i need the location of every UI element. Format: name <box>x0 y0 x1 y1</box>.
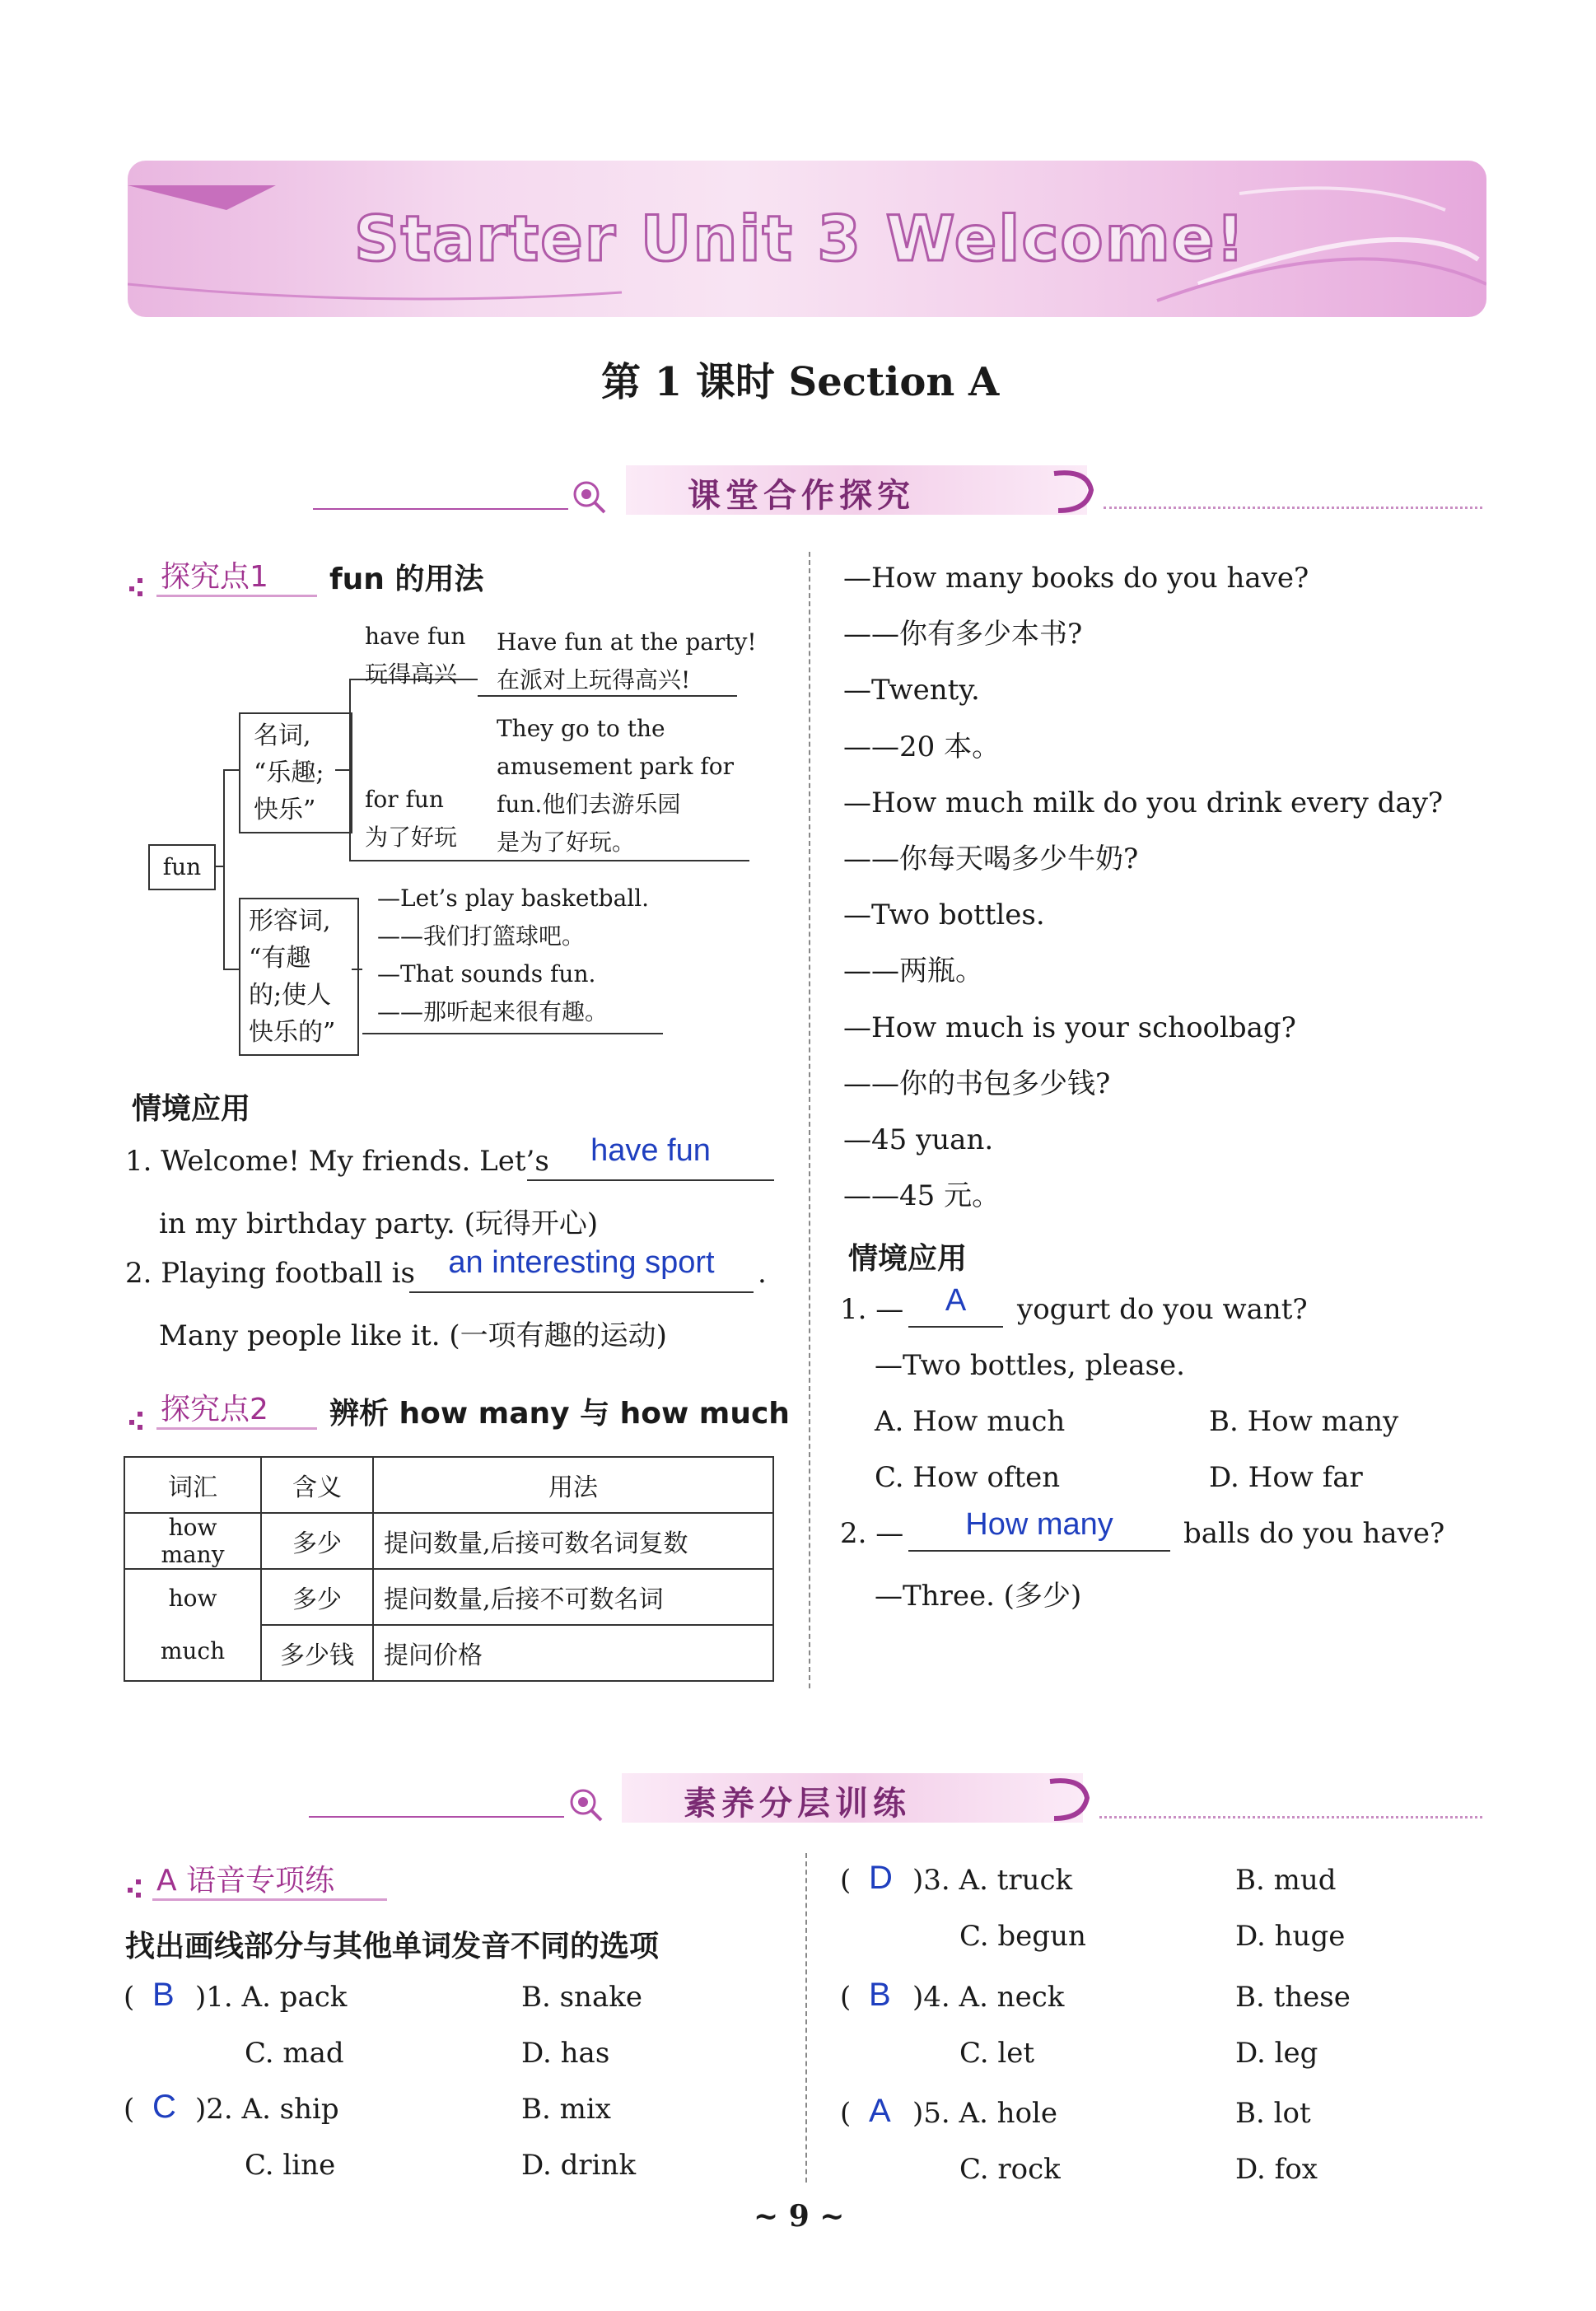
section-rule-left <box>309 1816 564 1818</box>
for-fun-example-1: They go to the <box>497 715 665 742</box>
app1-q2-continuation: Many people like it. (一项有趣的运动) <box>159 1319 667 1352</box>
adj-line-4: 快乐的” <box>249 1018 336 1047</box>
section-title-coop: 课堂合作探究 <box>688 477 915 515</box>
q4-option-b: B. these <box>1235 1981 1351 2014</box>
adj-example-1: —Let’s play basketball. <box>377 885 650 912</box>
table-cell: 提问数量,后接可数名词复数 <box>373 1513 773 1569</box>
app1-q1-continuation: in my birthday party. (玩得开心) <box>159 1207 599 1240</box>
adjective-box <box>239 898 359 1056</box>
q1-answer[interactable]: B <box>152 1977 175 2013</box>
q4-option-a: )4. A. neck <box>912 1981 1065 2014</box>
q5-option-c: C. rock <box>959 2153 1061 2186</box>
q3-option-c: C. begun <box>959 1920 1086 1953</box>
q3-open-paren: ( <box>840 1864 852 1897</box>
adj-example-2: ——我们打篮球吧。 <box>377 922 586 950</box>
q3-option-b: B. mud <box>1235 1864 1337 1897</box>
how-many-much-table <box>124 1456 774 1682</box>
for-fun-example-2: amusement park for <box>497 753 734 780</box>
dialogue-line: ——20 本。 <box>843 730 1001 763</box>
arrow-swirl-icon <box>1050 465 1099 515</box>
adj-line-2: “有趣 <box>249 944 311 973</box>
q2-option-c: C. line <box>245 2149 336 2182</box>
q3-answer[interactable]: D <box>869 1860 893 1896</box>
q5-option-a: )5. A. hole <box>912 2097 1058 2130</box>
section-rule-left <box>313 508 568 510</box>
q1-open-paren: ( <box>124 1981 135 2014</box>
app2-heading: 情境应用 <box>848 1242 968 1276</box>
section-dotline <box>1099 1816 1482 1818</box>
dialogue-line: ——你有多少本书? <box>843 618 1083 651</box>
app1-q1-answer[interactable]: have fun <box>527 1133 774 1181</box>
app2-option-a[interactable]: A. How much <box>875 1405 1066 1438</box>
adj-example-4: ——那听起来很有趣。 <box>377 998 609 1025</box>
app2-q2-text: balls do you have? <box>1183 1517 1445 1550</box>
q4-option-d: D. leg <box>1235 2037 1318 2070</box>
app2-q2-prefix: 2. — <box>840 1517 904 1550</box>
magnifier-icon <box>568 476 609 517</box>
how-much-line-2: much <box>160 1637 226 1664</box>
dialogue-line: ——你每天喝多少牛奶? <box>843 843 1139 876</box>
dialogue-line: ——45 元。 <box>843 1179 1001 1213</box>
dialogue-examples <box>843 550 1443 1224</box>
noun-line-3: 快乐” <box>254 796 316 824</box>
for-fun-example-3: fun.他们去游乐园 <box>497 791 681 818</box>
for-fun-en: for fun <box>365 786 444 813</box>
point-marker-icon <box>128 568 152 601</box>
app2-q1-reply: —Two bottles, please. <box>875 1349 1185 1382</box>
q4-answer[interactable]: B <box>869 1977 891 2013</box>
dialogue-line: —Twenty. <box>843 674 980 707</box>
q5-open-paren: ( <box>840 2097 852 2130</box>
table-cell: how many <box>124 1513 261 1569</box>
page-number: ~ 9 ~ <box>754 2199 845 2234</box>
unit-title: Starter Unit 3 Welcome! <box>354 202 1247 275</box>
section-dotline <box>1104 507 1482 509</box>
table-header-row <box>124 1457 773 1513</box>
adj-example-3: —That sounds fun. <box>377 960 596 987</box>
q4-open-paren: ( <box>840 1981 852 2014</box>
how-much-line-1: how <box>168 1585 217 1612</box>
point-marker-icon <box>128 1402 152 1435</box>
app2-q1-answer[interactable]: A <box>908 1283 1003 1328</box>
for-fun-phrase <box>365 781 457 857</box>
app2-q2-answer[interactable]: How many <box>908 1507 1170 1552</box>
part-a-tag-underline <box>152 1898 387 1901</box>
table-header-cell: 含义 <box>261 1457 373 1513</box>
q1-option-c: C. mad <box>245 2037 344 2070</box>
app2-q1-prefix: 1. — <box>840 1293 904 1326</box>
q3-option-d: D. huge <box>1235 1920 1346 1953</box>
for-fun-example-4: 是为了好玩。 <box>497 829 636 856</box>
noun-line-1: 名词, <box>254 721 311 750</box>
app1-q1-text: 1. Welcome! My friends. Let’s <box>125 1145 549 1178</box>
q1-option-b: B. snake <box>521 1981 642 2014</box>
have-fun-example-en: Have fun at the party! <box>497 628 757 656</box>
q2-answer[interactable]: C <box>152 2089 176 2125</box>
app2-q1-text: yogurt do you want? <box>1017 1293 1308 1326</box>
dialogue-line: ——你的书包多少钱? <box>843 1067 1111 1100</box>
dialogue-line: —How much milk do you drink every day? <box>843 786 1444 819</box>
table-header-cell: 用法 <box>373 1457 773 1513</box>
table-cell: 多少 <box>261 1513 373 1569</box>
q2-option-a: )2. A. ship <box>195 2093 339 2126</box>
adj-line-3: 的;使人 <box>249 981 332 1010</box>
table-cell-how-much <box>124 1569 261 1681</box>
part-a-tag: A 语音专项练 <box>156 1864 335 1898</box>
q5-option-b: B. lot <box>1235 2097 1311 2130</box>
dialogue-line: —Two bottles. <box>843 899 1045 932</box>
table-cell: 提问数量,后接不可数名词 <box>373 1569 773 1625</box>
for-fun-example <box>497 710 734 861</box>
table-row <box>124 1513 773 1569</box>
q2-open-paren: ( <box>124 2093 135 2126</box>
q5-answer[interactable]: A <box>869 2093 891 2129</box>
table-cell: 多少钱 <box>261 1625 373 1681</box>
app2-option-c[interactable]: C. How often <box>875 1461 1061 1494</box>
noun-line-2: “乐趣; <box>254 759 324 787</box>
point2-heading: 辨析 how many 与 how much <box>329 1397 790 1431</box>
app1-q2-text: 2. Playing football is <box>125 1257 415 1290</box>
magnifier-icon <box>565 1784 606 1825</box>
for-fun-zh: 为了好玩 <box>365 824 458 851</box>
point1-tag: 探究点1 <box>161 560 268 594</box>
table-cell: 多少 <box>261 1569 373 1625</box>
fun-root-box: fun <box>148 844 216 890</box>
have-fun-example <box>497 623 757 699</box>
app2-option-d[interactable]: D. How far <box>1209 1461 1363 1494</box>
column-divider <box>805 1853 807 2183</box>
lesson-title: 第 1 课时 Section A <box>601 359 1000 405</box>
point1-tag-underline <box>156 595 317 597</box>
app2-q2-reply: —Three. (多少) <box>875 1580 1082 1613</box>
have-fun-en: have fun <box>365 623 466 650</box>
have-fun-zh: 玩得高兴 <box>365 661 458 688</box>
q5-option-d: D. fox <box>1235 2153 1318 2186</box>
dialogue-line: —How many books do you have? <box>843 562 1309 595</box>
have-fun-example-zh: 在派对上玩得高兴! <box>497 666 691 693</box>
q2-option-d: D. drink <box>521 2149 637 2182</box>
q3-option-a: )3. A. truck <box>912 1864 1073 1897</box>
dialogue-line: ——两瓶。 <box>843 955 983 988</box>
noun-box <box>239 712 352 833</box>
point-marker-icon <box>126 1870 151 1902</box>
q1-option-a: )1. A. pack <box>195 1981 348 2014</box>
section-title-training: 素养分层训练 <box>684 1785 911 1823</box>
q4-option-c: C. let <box>959 2037 1035 2070</box>
app2-option-b[interactable]: B. How many <box>1209 1405 1399 1438</box>
point2-tag: 探究点2 <box>161 1393 268 1426</box>
q1-option-d: D. has <box>521 2037 610 2070</box>
adjective-example <box>377 880 649 1031</box>
have-fun-phrase <box>365 618 465 693</box>
arrow-swirl-icon <box>1046 1773 1095 1823</box>
app1-q2-answer[interactable]: an interesting sport <box>409 1245 754 1293</box>
dialogue-line: —45 yuan. <box>843 1123 994 1157</box>
point2-tag-underline <box>156 1427 317 1430</box>
q2-option-b: B. mix <box>521 2093 611 2126</box>
app1-q2-period: . <box>758 1257 767 1290</box>
adj-line-1: 形容词, <box>249 907 331 936</box>
table-cell: 提问价格 <box>373 1625 773 1681</box>
part-a-instruction: 找出画线部分与其他单词发音不同的选项 <box>125 1930 660 1963</box>
app1-heading: 情境应用 <box>132 1092 251 1126</box>
table-header-cell: 词汇 <box>124 1457 261 1513</box>
table-row <box>124 1569 773 1625</box>
dialogue-line: —How much is your schoolbag? <box>843 1011 1296 1044</box>
point1-heading: fun 的用法 <box>329 563 484 596</box>
column-divider <box>809 552 810 1688</box>
